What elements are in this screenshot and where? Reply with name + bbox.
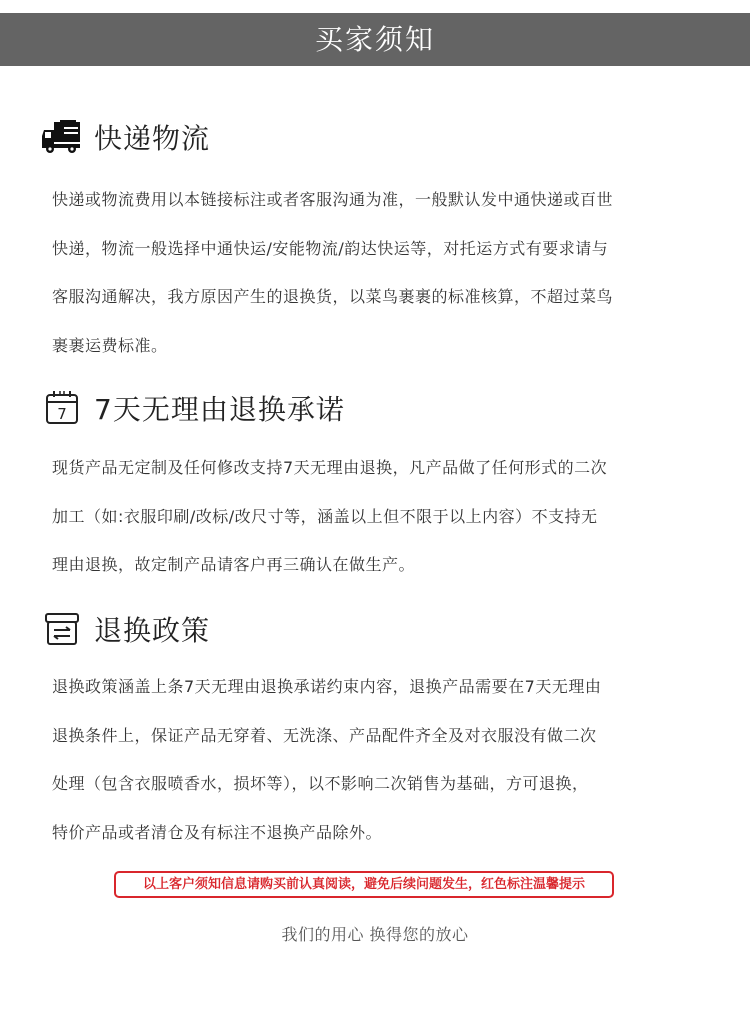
section-title: 7天无理由退换承诺 — [94, 393, 345, 426]
text-line: 加工（如:衣服印刷/改标/改尺寸等，涵盖以上但不限于以上内容）不支持无 — [52, 506, 598, 526]
text-line: 客服沟通解决，我方原因产生的退换货，以菜鸟裹裹的标准核算，不超过菜鸟 — [52, 287, 614, 306]
text-line: 快递，物流一般选择中通快运/安能物流/韵达快运等，对托运方式有要求请与 — [52, 238, 609, 258]
text-line: 退换政策涵盖上条7天无理由退换承诺约束内容，退换产品需要在7天无理由 — [52, 677, 602, 696]
section-body-returns — [52, 444, 702, 590]
exchange-box-icon — [40, 607, 84, 651]
notice-banner: 以上客户须知信息请购买前认真阅读，避免后续问题发生，红色标注温馨提示 — [114, 871, 614, 898]
section-heading-shipping — [40, 115, 210, 159]
text-line: 现货产品无定制及任何修改支持7天无理由退换，凡产品做了任何形式的二次 — [52, 458, 608, 477]
text-line: 理由退换，故定制产品请客户再三确认在做生产。 — [52, 555, 416, 574]
calendar-7-icon — [40, 386, 84, 430]
page-title: 买家须知 — [314, 23, 435, 56]
text-line: 快递或物流费用以本链接标注或者客服沟通为准，一般默认发中通快递或百世 — [52, 190, 614, 209]
section-title: 退换政策 — [94, 614, 211, 647]
section-title: 快递物流 — [94, 122, 211, 155]
section-heading-returns — [40, 386, 345, 430]
section-body-policy — [52, 663, 702, 857]
svg-text:7: 7 — [57, 405, 67, 423]
text-line: 退换条件上，保证产品无穿着、无洗涤、产品配件齐全及对衣服没有做二次 — [52, 725, 597, 745]
footer-slogan: 我们的用心 换得您的放心 — [281, 925, 469, 944]
delivery-truck-icon — [40, 115, 84, 159]
text-line: 裹裹运费标准。 — [52, 335, 168, 355]
page-header — [0, 13, 750, 66]
text-line: 处理（包含衣服喷香水，损坏等），以不影响二次销售为基础，方可退换， — [52, 774, 589, 793]
text-line: 特价产品或者清仓及有标注不退换产品除外。 — [52, 822, 383, 842]
section-body-shipping — [52, 176, 702, 370]
section-heading-policy — [40, 607, 210, 651]
